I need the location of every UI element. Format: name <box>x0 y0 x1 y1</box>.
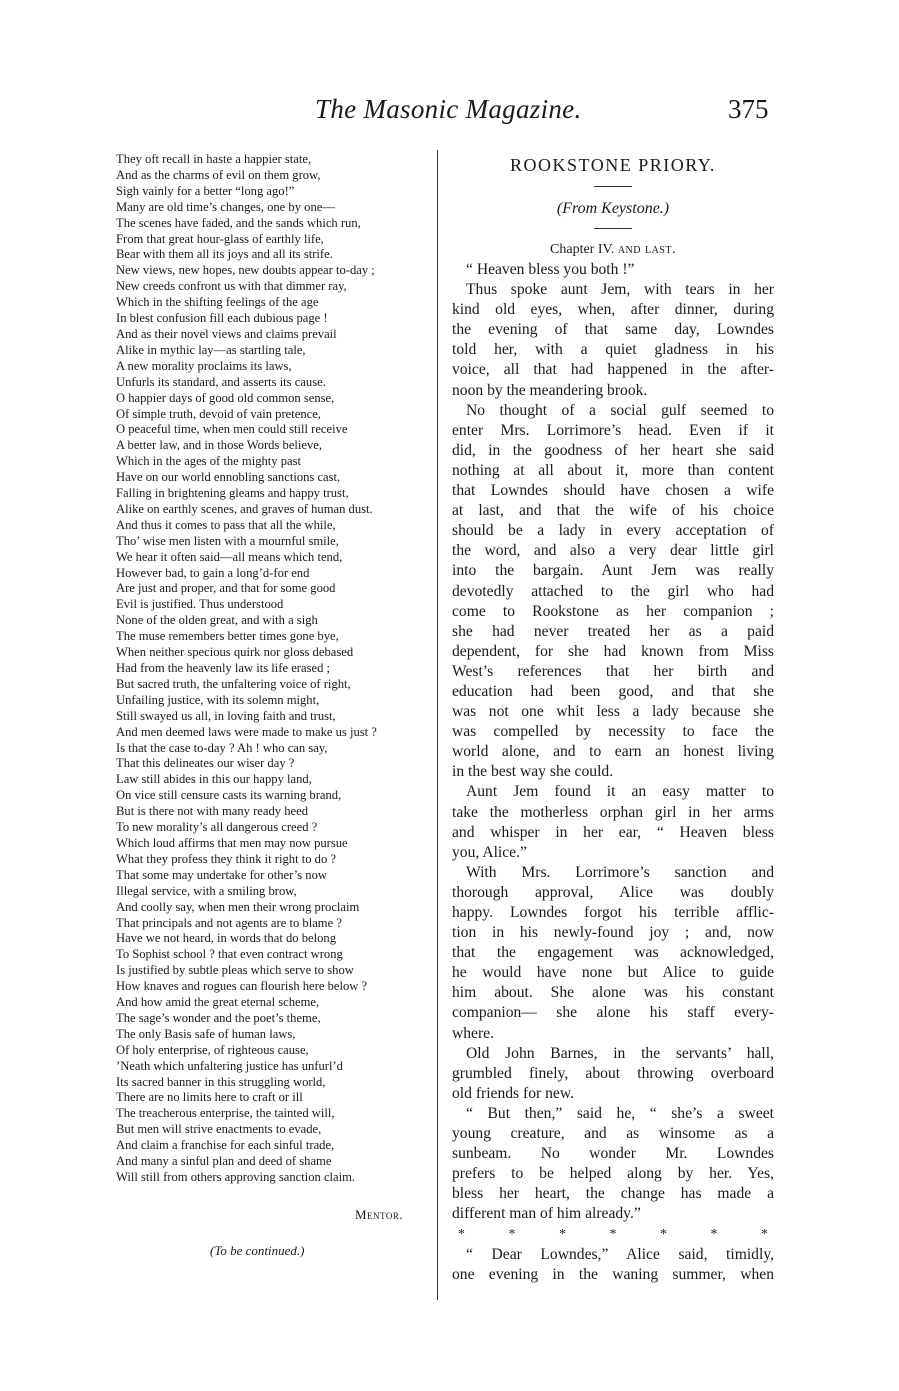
poem-author: Mentor. <box>355 1207 404 1222</box>
poem-line: And as their novel views and claims prevail <box>116 326 337 341</box>
article-line: world alone, and to earn an honest living <box>452 743 774 761</box>
article-line: “ Dear Lowndes,” Alice said, timidly, <box>466 1245 774 1263</box>
poem-line: That principals and not agents are to blame ? <box>116 915 342 930</box>
article-line: that Lowndes should have chosen a wife <box>452 482 774 500</box>
article-line: come to Rookstone as her companion ; <box>452 602 774 620</box>
poem-line: To Sophist school ? that even contract wrong <box>116 947 343 962</box>
article-line: education had been good, and that she <box>452 682 774 700</box>
poem-line: And claim a franchise for each sinful trade, <box>116 1138 335 1153</box>
article-line: devotedly attached to the girl who had <box>452 582 774 600</box>
article-line: young creature, and as winsome as a <box>452 1125 774 1143</box>
chapter-suffix: and last. <box>617 242 676 257</box>
article-body-continued <box>452 1245 774 1285</box>
poem-line: That some may undertake for other’s now <box>116 867 328 882</box>
article-line: that the engagement was acknowledged, <box>452 944 774 962</box>
poem-line: And many a sinful plan and deed of shame <box>116 1154 332 1169</box>
poem-line: New creeds confront us with that dimmer ray, <box>116 279 347 294</box>
poem-column <box>116 152 428 1186</box>
poem-line: In blest confusion fill each dubious page ! <box>116 311 328 326</box>
poem-line: But sacred truth, the unfaltering voice of right, <box>116 676 351 691</box>
poem-line: The sage’s wonder and the poet’s theme, <box>116 1010 321 1025</box>
article-line: Old John Barnes, in the servants’ hall, <box>466 1044 774 1062</box>
article-body <box>452 260 774 1225</box>
poem-line: The muse remembers better times gone bye, <box>116 629 339 644</box>
chapter-heading <box>452 240 774 260</box>
poem-line: Evil is justified. Thus understood <box>116 597 284 612</box>
poem-line: Of simple truth, devoid of vain pretence, <box>116 406 321 421</box>
poem-line: They oft recall in haste a happier state, <box>116 152 312 166</box>
article-line: and whisper in her ear, “ Heaven bless <box>452 823 774 841</box>
poem-line: What they profess they think it right to do ? <box>116 851 336 866</box>
article-line: dependent, for she had known from Miss <box>452 642 774 660</box>
asterisk: * <box>609 1226 617 1242</box>
article-line: With Mrs. Lorrimore’s sanction and <box>466 863 774 881</box>
page-number: 375 <box>728 94 769 124</box>
poem-line: Had from the heavenly law its life erased ; <box>116 661 331 675</box>
poem-line: We hear it often said—all means which tend, <box>116 549 343 564</box>
article-line: No thought of a social gulf seemed to <box>466 401 774 419</box>
article-line: was compelled by necessity to face the <box>452 723 774 741</box>
article-line: “ Heaven bless you both !” <box>466 261 635 278</box>
article-line: prefers to be helped along by her. Yes, <box>452 1165 774 1183</box>
article-line: told her, with a quiet gladness in his <box>452 341 774 359</box>
poem-line: Which loud affirms that men may now pursue <box>116 835 348 850</box>
poem-line: The scenes have faded, and the sands which run, <box>116 215 361 230</box>
poem-line: Falling in brightening gleams and happy trust, <box>116 486 349 501</box>
article-line: tion in his newly-found joy ; and, now <box>452 924 774 942</box>
article-line: one evening in the waning summer, when <box>452 1265 774 1283</box>
article-line: take the motherless orphan girl in her arms <box>452 803 774 821</box>
article-line: happy. Lowndes forgot his terrible afflic- <box>452 904 774 921</box>
poem-line: Which in the ages of the mighty past <box>116 454 302 469</box>
poem-line: When neither specious quirk nor gloss debased <box>116 645 354 660</box>
asterisk: * <box>660 1226 667 1242</box>
article-line: the evening of that same day, Lowndes <box>452 321 774 339</box>
poem-line: Of holy enterprise, of righteous cause, <box>116 1042 309 1057</box>
article-line: bless her heart, the change has made a <box>452 1185 774 1203</box>
poem-line: Law still abides in this our happy land, <box>116 772 312 787</box>
poem-line: To new morality’s all dangerous creed ? <box>116 820 318 835</box>
poem-line: Illegal service, with a smiling brow, <box>116 883 297 898</box>
poem-line: Many are old time’s changes, one by one— <box>116 199 335 214</box>
poem-line: The only Basis safe of human laws, <box>116 1026 296 1041</box>
article-line: kind old eyes, when, after dinner, during <box>452 301 774 319</box>
poem-line: Have we not heard, in words that do belong <box>116 931 336 946</box>
poem-line: However bad, to gain a long’d-for end <box>116 565 310 580</box>
chapter-label: Chapter IV. <box>550 242 615 257</box>
article-line: companion— she alone his staff every- <box>452 1004 774 1022</box>
article-line: you, Alice.” <box>452 843 527 861</box>
article-line: nothing at all about it, more than content <box>452 461 774 479</box>
article-line: did, in the goodness of her heart she said <box>452 441 774 459</box>
article-line: he would have none but Alice to guide <box>452 964 774 982</box>
poem-line: That this delineates our wiser day ? <box>116 756 295 771</box>
poem-line: Unfailing justice, with its solemn might, <box>116 692 320 707</box>
poem-line: But is there not with many ready heed <box>116 804 309 819</box>
poem-line: Have on our world ennobling sanctions cast, <box>116 470 341 485</box>
poem-line: Sigh vainly for a better “long ago!” <box>116 183 295 198</box>
running-head <box>0 94 899 134</box>
article-line: West’s references that her birth and <box>452 662 774 680</box>
poem-line: None of the olden great, and with a sigh <box>116 613 318 628</box>
poem-line: Is justified by subtle pleas which serve to show <box>116 963 354 978</box>
article-line: at last, and that the wife of his choice <box>452 502 774 520</box>
asterisk: * <box>559 1226 566 1242</box>
asterisk: * <box>508 1226 516 1242</box>
poem-line: Still swayed us all, in loving faith and trust, <box>116 708 336 723</box>
article-line: noon by the meandering brook. <box>452 381 648 399</box>
asterisk: * <box>710 1226 718 1242</box>
article-line: was not one whit less a lady because she <box>452 703 774 721</box>
article-line: Aunt Jem found it an easy matter to <box>466 783 774 801</box>
article-title: ROOKSTONE PRIORY. <box>510 155 716 175</box>
poem-line: But men will strive enactments to evade, <box>116 1122 322 1137</box>
column-divider <box>437 150 438 1300</box>
poem-line: And coolly say, when men their wrong proclaim <box>116 899 360 914</box>
poem-line: Alike in mythic lay—as startling tale, <box>116 342 306 357</box>
article-line: sunbeam. No wonder Mr. Lowndes <box>452 1145 774 1163</box>
section-break <box>452 1225 774 1245</box>
poem-line: ’Neath which unfaltering justice has unfurl’d <box>116 1058 343 1073</box>
poem-line: Unfurls its standard, and asserts its cause. <box>116 374 326 389</box>
poem-line: From that great hour-glass of earthly life, <box>116 231 324 246</box>
article-line: the word, and also a very dear little girl <box>452 542 774 560</box>
article-line: different man of him already.” <box>452 1205 641 1223</box>
article-line: Thus spoke aunt Jem, with tears in her <box>466 281 774 299</box>
poem-line: There are no limits here to craft or ill <box>116 1090 303 1105</box>
poem-line: And thus it comes to pass that all the while, <box>116 517 336 532</box>
poem-line: New views, new hopes, new doubts appear to-day ; <box>116 263 375 278</box>
article-line: “ But then,” said he, “ she’s a sweet <box>466 1104 774 1122</box>
article-line: thorough approval, Alice was doubly <box>452 883 774 901</box>
article-line: voice, all that had happened in the after- <box>452 361 774 379</box>
poem-line: O happier days of good old common sense, <box>116 390 335 405</box>
poem-line: Alike on earthly scenes, and graves of human dust. <box>116 501 373 516</box>
article-line: enter Mrs. Lorrimore’s head. Even if it <box>452 421 774 439</box>
poem-line: How knaves and rogues can flourish here below ? <box>116 979 368 994</box>
article-line: him about. She alone was his constant <box>452 984 774 1002</box>
title-rule <box>594 186 632 187</box>
magazine-title: The Masonic Magazine. <box>315 94 582 124</box>
poem-line: And as the charms of evil on them grow, <box>116 167 321 182</box>
source-rule <box>594 228 632 229</box>
continued-note: (To be continued.) <box>210 1243 305 1258</box>
poem-line: A new morality proclaims its laws, <box>116 358 292 373</box>
article-line: in the best way she could. <box>452 763 614 781</box>
poem-line: And men deemed laws were made to make us just ? <box>116 724 377 739</box>
poem-line: Its sacred banner in this struggling world, <box>116 1074 326 1089</box>
poem-line: Are just and proper, and that for some good <box>116 581 336 596</box>
poem-line: Tho’ wise men listen with a mournful smile, <box>116 533 339 548</box>
asterisk: * <box>761 1226 768 1242</box>
poem-line: And how amid the great eternal scheme, <box>116 995 320 1010</box>
poem-line: Bear with them all its joys and all its strife. <box>116 247 333 262</box>
poem-line: Which in the shifting feelings of the age <box>116 295 319 310</box>
article-line: where. <box>452 1024 494 1042</box>
article-line: she had never treated her as a paid <box>452 622 774 640</box>
poem-line: Is that the case to-day ? Ah ! who can say, <box>116 740 328 755</box>
poem-line: On vice still censure casts its warning brand, <box>116 788 342 803</box>
article-column <box>452 152 774 1285</box>
poem-line: A better law, and in those Words believe, <box>116 438 323 453</box>
article-line: should be a lady in every acceptation of <box>452 522 774 540</box>
poem-line: Will still from others approving sanction claim. <box>116 1170 356 1184</box>
article-line: grumbled finely, about throwing overboard <box>452 1064 774 1082</box>
article-line: old friends for new. <box>452 1084 574 1102</box>
poem-line: O peaceful time, when men could still receive <box>116 422 348 437</box>
article-source: (From Keystone.) <box>556 200 670 217</box>
asterisk: * <box>458 1226 465 1242</box>
article-line: into the bargain. Aunt Jem was really <box>452 562 774 580</box>
poem-line: The treacherous enterprise, the tainted will, <box>116 1106 335 1121</box>
